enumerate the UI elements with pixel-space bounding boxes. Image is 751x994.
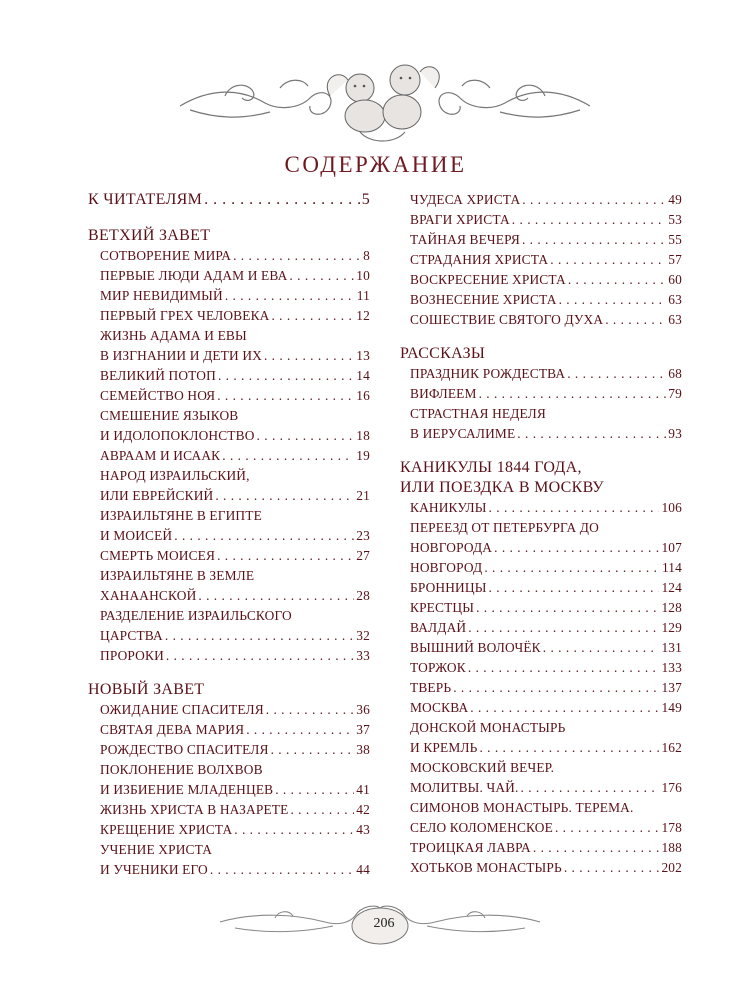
- leader-dots: [289, 266, 354, 286]
- toc-entry-line: [410, 638, 682, 658]
- toc-entry-line: [410, 698, 682, 718]
- toc-entry-line: [100, 700, 370, 720]
- leader-dots: [266, 700, 355, 720]
- page-number-ref: 63: [668, 312, 682, 327]
- toc-entry-title: КАНИКУЛЫ: [410, 500, 487, 515]
- toc-entry[interactable]: [88, 700, 370, 720]
- toc-entry-line: [410, 310, 682, 330]
- toc-entry-title: ОЖИДАНИЕ СПАСИТЕЛЯ: [100, 702, 264, 717]
- toc-entry-line: [410, 658, 682, 678]
- toc-entry-title: ПЕРВЫЙ ГРЕХ ЧЕЛОВЕКА: [100, 308, 270, 323]
- toc-entry-title: РОЖДЕСТВО СПАСИТЕЛЯ: [100, 742, 269, 757]
- toc-section: [88, 226, 370, 666]
- toc-entry-line: [410, 498, 682, 518]
- toc-entry[interactable]: [88, 466, 370, 506]
- page-number-ref: 107: [661, 540, 682, 555]
- toc-entry-line: [410, 518, 682, 538]
- leader-dots: [564, 858, 660, 878]
- toc-entry[interactable]: [88, 760, 370, 800]
- page-number-ref: 10: [356, 268, 370, 283]
- toc-entry-line: [100, 780, 370, 800]
- leader-dots: [217, 386, 354, 406]
- toc-entry-title: ИЛИ ЕВРЕЙСКИЙ: [100, 488, 214, 503]
- toc-entry-title: И ИЗБИЕНИЕ МЛАДЕНЦЕВ: [100, 782, 274, 797]
- page-number-ref: 149: [661, 700, 682, 715]
- leader-dots: [470, 698, 659, 718]
- toc-entry-title: В ИЗГНАНИИ И ДЕТИ ИХ: [100, 348, 262, 363]
- page-number-ref: 137: [661, 680, 682, 695]
- leader-dots: [217, 546, 354, 566]
- toc-entry-line: [100, 326, 370, 346]
- toc-entry-title: ТВЕРЬ: [410, 680, 452, 695]
- toc-entry-line: [100, 860, 370, 880]
- toc-entry-line: [410, 598, 682, 618]
- toc-entry[interactable]: [88, 820, 370, 840]
- leader-dots: [246, 720, 354, 740]
- toc-entry[interactable]: [88, 606, 370, 646]
- toc-entry-line: [410, 618, 682, 638]
- leader-dots: [453, 678, 659, 698]
- leader-dots: [468, 658, 660, 678]
- section-heading: ВЕТХИЙ ЗАВЕТ: [88, 227, 211, 244]
- toc-entry[interactable]: [400, 250, 682, 270]
- page-number-ref: 114: [661, 560, 682, 575]
- toc-entry-title: ЖИЗНЬ ХРИСТА В НАЗАРЕТЕ: [100, 802, 289, 817]
- toc-entry-line: [100, 366, 370, 386]
- toc-entry-title: В ИЕРУСАЛИМЕ: [410, 426, 516, 441]
- toc-entry[interactable]: [400, 858, 682, 878]
- page-number-ref: 188: [661, 840, 682, 855]
- toc-entry-title: СЕМЕЙСТВО НОЯ: [100, 388, 216, 403]
- toc-entry-title: ВЕЛИКИЙ ПОТОП: [100, 368, 216, 383]
- toc-entry-line: [100, 740, 370, 760]
- leader-dots: [222, 446, 354, 466]
- toc-entry[interactable]: [400, 718, 682, 758]
- toc-entry-line: [410, 384, 682, 404]
- page-number-ref: 133: [661, 660, 682, 675]
- leader-dots: [233, 246, 361, 266]
- page-number-ref: 13: [356, 348, 370, 363]
- toc-entry-title: АВРААМ И ИСААК: [100, 448, 221, 463]
- toc-entry-line: [100, 646, 370, 666]
- toc-entry[interactable]: [400, 404, 682, 444]
- page-number-ref: 178: [661, 820, 682, 835]
- page-number-ref: 57: [668, 252, 682, 267]
- toc-entry-line: [100, 566, 370, 586]
- leader-dots: [555, 818, 660, 838]
- toc-entry-line: [100, 840, 370, 860]
- page-number-ref: 44: [356, 862, 370, 877]
- page-number-ref: 124: [661, 580, 682, 595]
- toc-entry[interactable]: [88, 646, 370, 666]
- toc-entry[interactable]: [88, 566, 370, 606]
- leader-dots: [234, 820, 354, 840]
- toc-section: [88, 680, 370, 880]
- toc-entry-line: [410, 190, 682, 210]
- toc-section: [400, 458, 682, 878]
- page-number-ref: 37: [356, 722, 370, 737]
- toc-entry-line: [410, 578, 682, 598]
- toc-entry[interactable]: [88, 506, 370, 546]
- toc-entry-title: СМЕШЕНИЕ ЯЗЫКОВ: [100, 408, 239, 423]
- toc-entry[interactable]: [88, 406, 370, 446]
- page-number-ref: 38: [356, 742, 370, 757]
- leader-dots: [271, 740, 355, 760]
- page-number-ref: 55: [668, 232, 682, 247]
- toc-entry[interactable]: [400, 290, 682, 310]
- toc-entry-line: [100, 586, 370, 606]
- toc-entry-line: [100, 286, 370, 306]
- page-number-ref: 21: [356, 488, 370, 503]
- toc-entry[interactable]: [88, 286, 370, 306]
- leader-dots: [174, 526, 354, 546]
- toc-left-column: [88, 190, 370, 894]
- section-heading[interactable]: [88, 190, 370, 210]
- section-heading-line: КАНИКУЛЫ 1844 ГОДА,: [400, 459, 582, 476]
- page-number-ref: 128: [661, 600, 682, 615]
- leader-dots: [521, 778, 660, 798]
- toc-entry-title: ПЕРВЫЕ ЛЮДИ АДАМ И ЕВА: [100, 268, 288, 283]
- leader-dots: [218, 366, 354, 386]
- toc-entry-line: [100, 246, 370, 266]
- leader-dots: [476, 598, 659, 618]
- page-number-ref: 43: [356, 822, 370, 837]
- toc-entry-line: [410, 738, 682, 758]
- page-number-ref: 32: [356, 628, 370, 643]
- page-number-ref: 53: [668, 212, 682, 227]
- page-number-ref: 93: [668, 426, 682, 441]
- toc-entry-title: ПРОРОКИ: [100, 648, 164, 663]
- toc-entry-line: [100, 426, 370, 446]
- toc-entry-title: ВЫШНИЙ ВОЛОЧЁК: [410, 640, 541, 655]
- toc-entry-title: СЕЛО КОЛОМЕНСКОЕ: [410, 820, 553, 835]
- toc-entry[interactable]: [400, 210, 682, 230]
- toc-entry[interactable]: [400, 838, 682, 858]
- toc-entry-title: КРЕЩЕНИЕ ХРИСТА: [100, 822, 233, 837]
- toc-entry-title: И ИДОЛОПОКЛОНСТВО: [100, 428, 255, 443]
- toc-entry-line: [410, 718, 682, 738]
- toc-section: [88, 190, 370, 210]
- page-number-ref: 63: [668, 292, 682, 307]
- toc-entry-title: ТОРЖОК: [410, 660, 466, 675]
- leader-dots: [517, 424, 666, 444]
- toc-entry-line: [100, 266, 370, 286]
- section-heading: [400, 458, 682, 498]
- toc-entry-line: [410, 270, 682, 290]
- toc-entry-title: ЧУДЕСА ХРИСТА: [410, 192, 521, 207]
- toc-entry-title: МОСКВА: [410, 700, 469, 715]
- toc-entry-title: СТРАСТНАЯ НЕДЕЛЯ: [410, 406, 546, 421]
- toc-entry-line: [410, 290, 682, 310]
- page-number-ref: 36: [356, 702, 370, 717]
- toc-entry[interactable]: [400, 758, 682, 798]
- page-number-ref: 106: [661, 500, 682, 515]
- toc-entry[interactable]: [400, 364, 682, 384]
- toc-entry-line: [100, 386, 370, 406]
- toc-entry-line: [410, 818, 682, 838]
- toc-entry[interactable]: [400, 190, 682, 210]
- toc-entry-title: И МОИСЕЙ: [100, 528, 173, 543]
- leader-dots: [225, 286, 355, 306]
- toc-entry-title: ВАЛДАЙ: [410, 620, 467, 635]
- toc-entry-title: ДОНСКОЙ МОНАСТЫРЬ: [410, 720, 566, 735]
- leader-dots: [605, 310, 666, 330]
- page-number-ref: 33: [356, 648, 370, 663]
- toc-entry-title: ХАНААНСКОЙ: [100, 588, 197, 603]
- toc-entry-title: СТРАДАНИЯ ХРИСТА: [410, 252, 549, 267]
- toc-entry[interactable]: [400, 384, 682, 404]
- toc-entry[interactable]: [88, 720, 370, 740]
- toc-entry-title: СМЕРТЬ МОИСЕЯ: [100, 548, 216, 563]
- page-number-ref: 18: [356, 428, 370, 443]
- toc-entry-title: ЦАРСТВА: [100, 628, 163, 643]
- toc-section: [400, 190, 682, 330]
- toc-entry-line: [100, 406, 370, 426]
- leader-dots: [489, 498, 660, 518]
- page-number-ref: 5: [361, 191, 370, 208]
- leader-dots: [264, 346, 354, 366]
- page-number-ref: 68: [668, 366, 682, 381]
- toc-entry-title: СОШЕСТВИЕ СВЯТОГО ДУХА: [410, 312, 604, 327]
- leader-dots: [479, 738, 659, 758]
- leader-dots: [166, 646, 354, 666]
- toc-entry[interactable]: [88, 446, 370, 466]
- leader-dots: [165, 626, 354, 646]
- toc-entry-line: [410, 558, 682, 578]
- toc-entry[interactable]: [400, 270, 682, 290]
- leader-dots: [257, 426, 355, 446]
- toc-entry[interactable]: [400, 578, 682, 598]
- toc-entry[interactable]: [400, 678, 682, 698]
- leader-dots: [494, 538, 659, 558]
- toc-entry[interactable]: [400, 638, 682, 658]
- toc-entry[interactable]: [88, 740, 370, 760]
- toc-entry-line: [100, 306, 370, 326]
- page-number-ref: 41: [356, 782, 370, 797]
- toc-entry-title: И УЧЕНИКИ ЕГО: [100, 862, 208, 877]
- toc-entry[interactable]: [400, 498, 682, 518]
- toc-entry-line: [100, 446, 370, 466]
- leader-dots: [484, 558, 660, 578]
- toc-entry-line: [100, 466, 370, 486]
- toc-entry[interactable]: [400, 598, 682, 618]
- page-number-ref: 202: [661, 860, 682, 875]
- leader-dots: [567, 364, 666, 384]
- toc-entry-title: НОВГОРОДА: [410, 540, 493, 555]
- toc-entry-line: [410, 230, 682, 250]
- page-number-ref: 11: [356, 288, 370, 303]
- toc-entry[interactable]: [88, 386, 370, 406]
- toc-entry-line: [410, 538, 682, 558]
- toc-entry-title: БРОННИЦЫ: [410, 580, 487, 595]
- page-number-ref: 162: [661, 740, 682, 755]
- page-number-ref: 131: [661, 640, 682, 655]
- toc-entry-title: МОСКОВСКИЙ ВЕЧЕР.: [410, 760, 555, 775]
- toc-entry[interactable]: [400, 558, 682, 578]
- leader-dots: [290, 800, 354, 820]
- leader-dots: [271, 306, 354, 326]
- toc-entry-title: ПОКЛОНЕНИЕ ВОЛХВОВ: [100, 762, 263, 777]
- page-number: 206: [373, 916, 395, 931]
- toc-entry-line: [410, 758, 682, 778]
- leader-dots: [559, 290, 667, 310]
- toc-entry-title: ХОТЬКОВ МОНАСТЫРЬ: [410, 860, 562, 875]
- toc-entry[interactable]: [88, 266, 370, 286]
- leader-dots: [198, 586, 354, 606]
- toc-entry-title: КРЕСТЦЫ: [410, 600, 475, 615]
- toc-entry[interactable]: [88, 246, 370, 266]
- page-number-ref: 176: [661, 780, 682, 795]
- toc-entry-line: [410, 424, 682, 444]
- page-number-ref: 19: [356, 448, 370, 463]
- leader-dots: [215, 486, 354, 506]
- leader-dots: [543, 638, 660, 658]
- toc-entry-title: СВЯТАЯ ДЕВА МАРИЯ: [100, 722, 245, 737]
- toc-entry-title: МОЛИТВЫ. ЧАЙ.: [410, 780, 519, 795]
- toc-entry-line: [410, 858, 682, 878]
- toc-entry-line: [100, 346, 370, 366]
- page-number-ref: 42: [356, 802, 370, 817]
- section-heading-label: К ЧИТАТЕЛЯМ: [88, 191, 203, 208]
- toc-entry-line: [410, 364, 682, 384]
- toc-entry-line: [100, 606, 370, 626]
- toc-entry[interactable]: [400, 310, 682, 330]
- toc-entry-title: ВОСКРЕСЕНИЕ ХРИСТА: [410, 272, 566, 287]
- toc-entry[interactable]: [400, 230, 682, 250]
- page-number-ref: 79: [668, 386, 682, 401]
- toc-section: [400, 344, 682, 444]
- leader-dots: [522, 190, 666, 210]
- toc-entry[interactable]: [88, 840, 370, 880]
- toc-entry-title: ВРАГИ ХРИСТА: [410, 212, 510, 227]
- toc-entry-line: [100, 720, 370, 740]
- toc-entry-line: [100, 820, 370, 840]
- toc-entry-title: РАЗДЕЛЕНИЕ ИЗРАИЛЬСКОГО: [100, 608, 292, 623]
- leader-dots: [512, 210, 667, 230]
- toc-entry-title: ИЗРАИЛЬТЯНЕ В ЕГИПТЕ: [100, 508, 262, 523]
- toc-entry-title: НАРОД ИЗРАИЛЬСКИЙ,: [100, 468, 250, 483]
- toc-entry-line: [100, 526, 370, 546]
- toc-entry[interactable]: [88, 800, 370, 820]
- toc-entry-line: [410, 210, 682, 230]
- toc-entry-line: [100, 546, 370, 566]
- leader-dots: [489, 578, 660, 598]
- page-number-ref: 16: [356, 388, 370, 403]
- toc-entry-title: ТРОИЦКАЯ ЛАВРА: [410, 840, 531, 855]
- toc-entry-line: [410, 798, 682, 818]
- toc-entry-line: [410, 678, 682, 698]
- toc-entry-line: [100, 760, 370, 780]
- leader-dots: [568, 270, 666, 290]
- toc-entry-title: УЧЕНИЕ ХРИСТА: [100, 842, 213, 857]
- toc-entry-title: ПРАЗДНИК РОЖДЕСТВА: [410, 366, 566, 381]
- toc-entry[interactable]: [400, 618, 682, 638]
- toc-entry-line: [410, 250, 682, 270]
- leader-dots: [204, 190, 360, 210]
- toc-entry-title: ПЕРЕЕЗД ОТ ПЕТЕРБУРГА ДО: [410, 520, 599, 535]
- cherub-ornament-icon: [170, 48, 600, 158]
- toc-entry[interactable]: [400, 798, 682, 838]
- section-heading-line: ИЛИ ПОЕЗДКА В МОСКВУ: [400, 479, 604, 496]
- toc-entry[interactable]: [88, 366, 370, 386]
- toc-right-column: [400, 190, 682, 892]
- toc-entry-line: [410, 838, 682, 858]
- page-number-ref: 28: [356, 588, 370, 603]
- page-number-ref: 8: [363, 248, 370, 263]
- toc-entry-line: [410, 778, 682, 798]
- toc-entry-line: [410, 404, 682, 424]
- page-number-ref: 23: [356, 528, 370, 543]
- toc-entry[interactable]: [88, 546, 370, 566]
- leader-dots: [275, 780, 354, 800]
- page-number-ref: 60: [668, 272, 682, 287]
- toc-entry-title: ВИФЛЕЕМ: [410, 386, 477, 401]
- toc-entry-title: СИМОНОВ МОНАСТЫРЬ. ТЕРЕМА.: [410, 800, 634, 815]
- leader-dots: [550, 250, 666, 270]
- toc-entry-title: ТАЙНАЯ ВЕЧЕРЯ: [410, 232, 520, 247]
- toc-entry-title: ВОЗНЕСЕНИЕ ХРИСТА: [410, 292, 557, 307]
- toc-entry-title: ИЗРАИЛЬТЯНЕ В ЗЕМЛЕ: [100, 568, 255, 583]
- toc-entry[interactable]: [88, 326, 370, 366]
- toc-entry-title: СОТВОРЕНИЕ МИРА: [100, 248, 232, 263]
- page-number-ref: 27: [356, 548, 370, 563]
- toc-entry-title: ЖИЗНЬ АДАМА И ЕВЫ: [100, 328, 247, 343]
- page-number-ref: 129: [661, 620, 682, 635]
- toc-entry-line: [100, 800, 370, 820]
- toc-entry[interactable]: [400, 698, 682, 718]
- leader-dots: [210, 860, 354, 880]
- toc-entry[interactable]: [400, 658, 682, 678]
- toc-entry-title: МИР НЕВИДИМЫЙ: [100, 288, 223, 303]
- page-number-ref: 14: [356, 368, 370, 383]
- leader-dots: [479, 384, 667, 404]
- toc-entry-title: НОВГОРОД: [410, 560, 483, 575]
- page-number-ref: 49: [668, 192, 682, 207]
- leader-dots: [468, 618, 659, 638]
- toc-entry-line: [100, 626, 370, 646]
- leader-dots: [522, 230, 666, 250]
- toc-entry[interactable]: [400, 518, 682, 558]
- leader-dots: [533, 838, 660, 858]
- page-number-ref: 12: [356, 308, 370, 323]
- toc-entry[interactable]: [88, 306, 370, 326]
- section-heading: РАССКАЗЫ: [400, 345, 486, 362]
- toc-entry-title: И КРЕМЛЬ: [410, 740, 478, 755]
- toc-entry-line: [100, 486, 370, 506]
- page-title: СОДЕРЖАНИЕ: [284, 152, 467, 177]
- section-heading: НОВЫЙ ЗАВЕТ: [88, 681, 205, 698]
- toc-entry-line: [100, 506, 370, 526]
